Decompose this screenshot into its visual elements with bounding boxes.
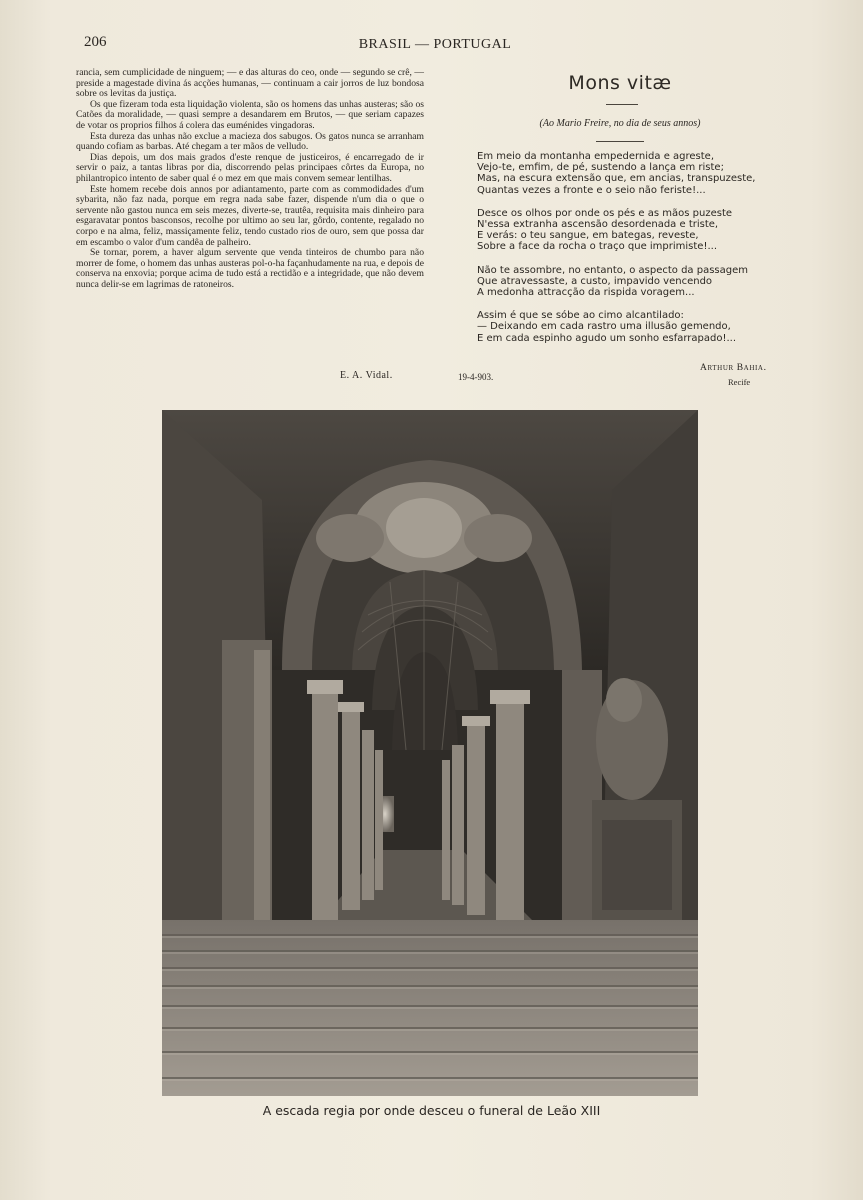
article-signature: E. A. Vidal. (340, 370, 393, 381)
article-paragraph: Este homem recebe dois annos por adiantamento, parte com as commodidades d'um sybarita, não faz nada, porque em regra nada sabe fazer, dispende n'um dia o que o servente não gastou nunca em seis mezes, diverte-se, trautêa, requisita mais dinheiro para esgaravatar pontos basconsos, recolhe por ultimo ao seu lar, gôrdo, contente, regalado no corpo e na alma, feliz, massiçamente feliz, tendo custado rios de ouro, sem que possa dar em escambo o valor d'um candêa de palheiro. (76, 183, 424, 248)
article-date: 19-4-903. (458, 372, 494, 382)
poem-line: — Deixando em cada rastro uma illusão gemendo, (477, 321, 731, 333)
poem-line: Mas, na escura extensão que, em ancias, transpuzeste, (477, 173, 756, 185)
running-head: BRASIL — PORTUGAL (358, 37, 512, 52)
article-paragraph: Os que fizeram toda esta liquidação violenta, são os homens das unhas austeras; são os Catões da moralidade, — quasi sempre a desandarem em Brutos, — que seriam capazes de votar os proprios filhos á colera das euménides vingadoras. (76, 98, 424, 131)
poem-line: Assim é que se sóbe ao cimo alcantilado: (477, 310, 684, 322)
poem-line: Sobre a face da rocha o traço que imprimiste!... (477, 241, 717, 253)
poem-author: Arthur Bahia. (700, 363, 767, 373)
poem-title: Mons vitæ (568, 72, 672, 94)
poem-line: Quantas vezes a fronte e o seio não feriste!... (477, 184, 706, 196)
poem-place: Recife (728, 377, 751, 387)
poem-line: Em meio da montanha empedernida e agreste, (477, 151, 715, 162)
article-paragraph: Se tornar, porem, a haver algum servente que venda tinteiros de chumbo para não morrer de fome, o homem das unhas austeras pol-o-ha façanhudamente na rua, e depois de conserva na enxovia; porque acima de tudo está a rectidão e a integridade, que não devem nunca delir-se em lagrimas de ratoneiros. (76, 247, 424, 290)
poem-line: Desce os olhos por onde os pés e as mãos puzeste (477, 207, 733, 219)
page-number: 206 (84, 34, 107, 50)
poem-line: A medonha attracção da rispida voragem... (477, 287, 695, 299)
poem-dedication: (Ao Mario Freire, no dia de seus annos) (539, 118, 701, 129)
poem-stanza (477, 151, 777, 196)
dedication-rule (596, 141, 644, 142)
photo-caption: A escada regia por onde desceu o funeral de Leão XIII (262, 1103, 601, 1118)
article-paragraph: Dias depois, um dos mais grados d'este renque de justiceiros, é encarregado de ir servir o paiz, a tantas libras por dia, discorrendo pelas principaes côrtes da Europa, no philantropico intento de saber qual é o mez em que mais convem semear lentilhas. (76, 151, 424, 184)
poem-line: N'essa extranha ascensão desordenada e triste, (477, 219, 719, 231)
poem-stanza (477, 265, 777, 299)
poem-body (477, 151, 777, 356)
article-paragraph: rancia, sem cumplicidade de ninguem; — e das alturas do ceo, onde — segundo se crê, — preside a magestade divina ás acções humanas, — continuam a cair jorros de luz bondosa sobre os levitas da justiça. (76, 67, 424, 100)
poem-stanza (477, 310, 777, 344)
poem-stanza (477, 208, 777, 253)
poem-line: Que atravessaste, a custo, impavido vencendo (477, 275, 713, 287)
staircase-photograph (162, 410, 698, 1096)
poem-line: E em cada espinho agudo um sonho esfarrapado!... (477, 332, 736, 344)
poem-line: Não te assombre, no entanto, o aspecto da passagem (477, 264, 748, 276)
poem-line: E verás: o teu sangue, em bategas, reveste, (477, 230, 699, 242)
article-paragraph: Esta dureza das unhas não exclue a macieza dos sabugos. Os gatos nunca se arranham quando cofiam as barbas. Até chegam a ter mãos de velludo. (76, 130, 424, 153)
title-rule (606, 104, 638, 105)
poem-line: Vejo-te, emfim, de pé, sustendo a lança em riste; (477, 162, 724, 174)
article-column (76, 68, 424, 290)
